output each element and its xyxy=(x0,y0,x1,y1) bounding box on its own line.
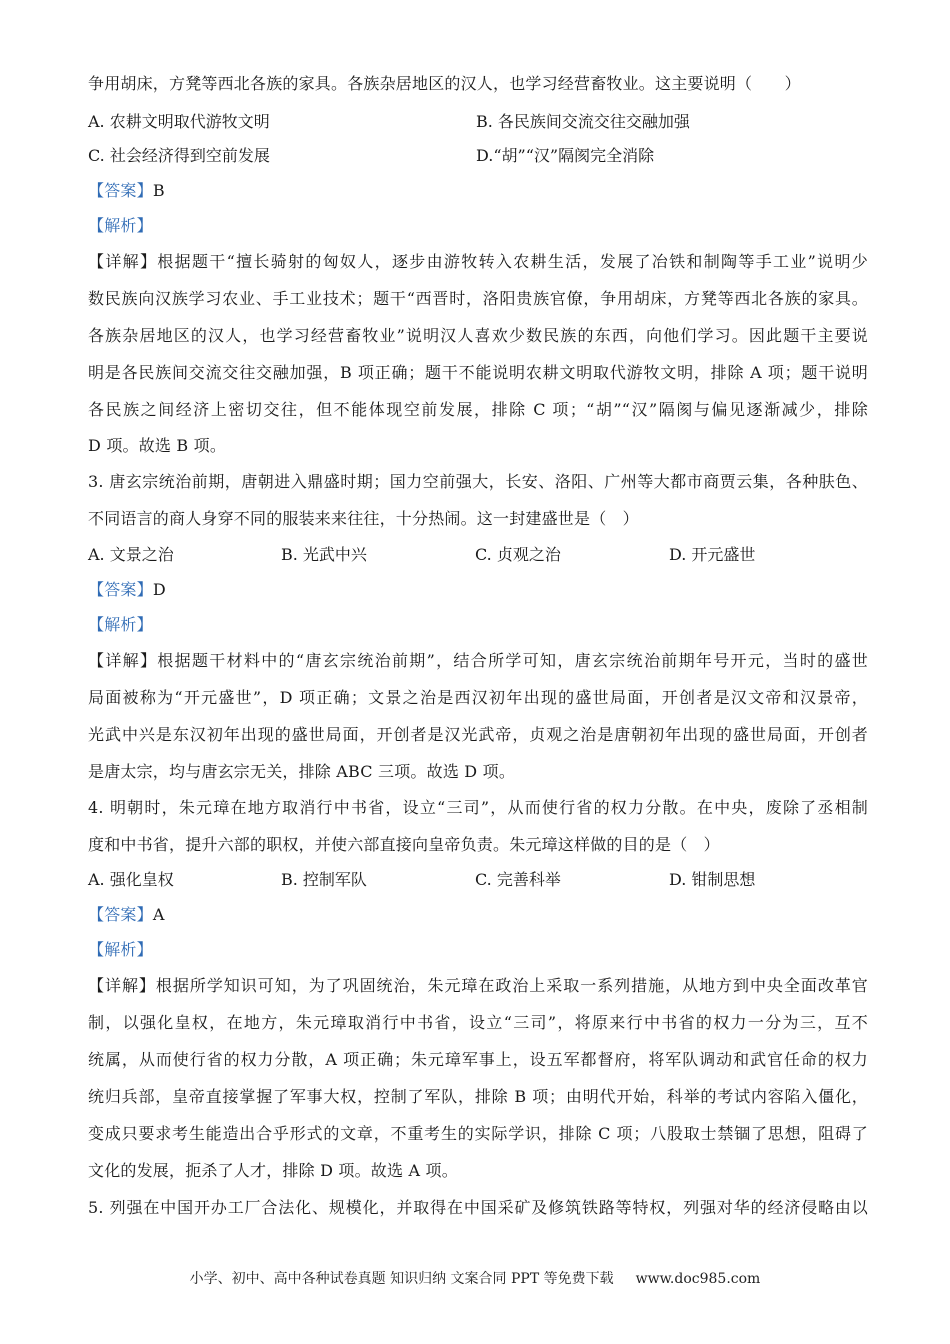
q4-option-b: B. 控制军队 xyxy=(281,870,367,889)
answer-label: 【答案】 xyxy=(88,580,153,599)
q3-stem-line-1: 3. 唐玄宗统治前期，唐朝进入鼎盛时期；国力空前强大，长安、洛阳、广州等大都市商贾云集，各种肤色、 xyxy=(88,472,868,491)
answer-label: 【答案】 xyxy=(88,181,153,200)
q3-stem-line-2: 不同语言的商人身穿不同的服装来来往往，十分热闹。这一封建盛世是（ ） xyxy=(88,509,639,528)
footer-text: 小学、初中、高中各种试卷真题 知识归纳 文案合同 PPT 等免费下载 xyxy=(189,1271,614,1287)
q3-detail-line-4: 是唐太宗，均与唐玄宗无关，排除 ABC 三项。故选 D 项。 xyxy=(88,762,516,781)
q2-detail-text-1: 根据题干“擅长骑射的匈奴人，逐步由游牧转入农耕生活，发展了冶铁和制陶等手工业”说明少 xyxy=(157,252,868,271)
q4-detail-line-5: 变成只要求考生能造出合乎形式的文章，不重考生的实际学识，排除 C 项；八股取士禁锢了思想，阻碍了 xyxy=(88,1124,868,1143)
q2-option-a: A. 农耕文明取代游牧文明 xyxy=(88,112,270,131)
q3-option-d: D. 开元盛世 xyxy=(669,545,756,564)
q4-stem-line-1: 4. 明朝时，朱元璋在地方取消行中书省，设立“三司”，从而使行省的权力分散。在中央，废除了丞相制 xyxy=(88,798,868,817)
q3-answer-value: D xyxy=(152,580,166,599)
q2-analysis-label: 【解析】 xyxy=(88,216,153,235)
q3-option-c: C. 贞观之治 xyxy=(475,545,561,564)
q3-detail-line-1 xyxy=(88,651,868,671)
q3-analysis-label: 【解析】 xyxy=(88,615,153,634)
q2-detail-line-1 xyxy=(88,252,868,272)
q2-detail-line-2: 数民族向汉族学习农业、手工业技术；题干“西晋时，洛阳贵族官僚，争用胡床，方凳等西北各族的家具。 xyxy=(88,289,868,308)
q2-option-b: B. 各民族间交流交往交融加强 xyxy=(476,112,690,131)
q2-option-c: C. 社会经济得到空前发展 xyxy=(88,146,270,165)
q3-option-b: B. 光武中兴 xyxy=(281,545,367,564)
detail-label: 【详解】 xyxy=(88,651,158,670)
q3-option-a: A. 文景之治 xyxy=(88,545,174,564)
q4-answer-row xyxy=(88,905,868,925)
q2-detail-line-3: 各族杂居地区的汉人，也学习经营畜牧业”说明汉人喜欢少数民族的东西，向他们学习。因此题干主要说 xyxy=(88,326,868,345)
q3-detail-line-3: 光武中兴是东汉初年出现的盛世局面，开创者是汉光武帝，贞观之治是唐朝初年出现的盛世局面，开创者 xyxy=(88,725,868,744)
q4-stem-line-2: 度和中书省，提升六部的职权，并使六部直接向皇帝负责。朱元璋这样做的目的是（ ） xyxy=(88,835,720,854)
q2-answer-row xyxy=(88,181,868,201)
q3-detail-text-1: 根据题干材料中的“唐玄宗统治前期”，结合所学可知，唐玄宗统治前期年号开元，当时的盛世 xyxy=(157,651,868,670)
detail-label: 【详解】 xyxy=(88,976,156,995)
q2-stem-end: 争用胡床，方凳等西北各族的家具。各族杂居地区的汉人，也学习经营畜牧业。这主要说明（ ） xyxy=(88,74,801,93)
q2-answer-value: B xyxy=(152,181,165,200)
q2-detail-line-4: 明是各民族间交流交往交融加强，B 项正确；题干不能说明农耕文明取代游牧文明，排除 A 项；题干说明 xyxy=(88,363,868,382)
detail-label: 【详解】 xyxy=(88,252,158,271)
q4-option-d: D. 钳制思想 xyxy=(669,870,756,889)
q5-stem-start: 5. 列强在中国开办工厂合法化、规模化，并取得在中国采矿及修筑铁路等特权，列强对华的经济侵略由以 xyxy=(88,1198,868,1217)
q4-option-c: C. 完善科举 xyxy=(475,870,561,889)
q2-detail-line-6: D 项。故选 B 项。 xyxy=(88,436,227,455)
q2-option-d: D.“胡”“汉”隔阂完全消除 xyxy=(476,146,655,165)
q4-analysis-label: 【解析】 xyxy=(88,940,153,959)
footer-site-link[interactable]: www.doc985.com xyxy=(635,1271,761,1287)
q4-answer-value: A xyxy=(152,905,165,924)
answer-label: 【答案】 xyxy=(88,905,153,924)
q4-detail-line-3: 统属，从而使行省的权力分散，A 项正确；朱元璋军事上，设五军都督府，将军队调动和武官任命的权力 xyxy=(88,1050,868,1069)
q4-option-a: A. 强化皇权 xyxy=(88,870,174,889)
q4-detail-line-1 xyxy=(88,976,868,996)
q4-detail-text-1: 根据所学知识可知，为了巩固统治，朱元璋在政治上采取一系列措施，从地方到中央全面改革官 xyxy=(155,976,868,995)
q3-detail-line-2: 局面被称为“开元盛世”，D 项正确；文景之治是西汉初年出现的盛世局面，开创者是汉文帝和汉景帝， xyxy=(88,688,868,707)
q4-detail-line-2: 制，以强化皇权，在地方，朱元璋取消行中书省，设立“三司”，将原来行中书省的权力一分为三，互不 xyxy=(88,1013,868,1032)
q3-answer-row xyxy=(88,580,868,600)
page-footer xyxy=(0,1270,950,1288)
q4-detail-line-4: 统归兵部，皇帝直接掌握了军事大权，控制了军队，排除 B 项；由明代开始，科举的考试内容陷入僵化， xyxy=(88,1087,868,1106)
q2-detail-line-5: 各民族之间经济上密切交往，但不能体现空前发展，排除 C 项；“胡”“汉”隔阂与偏见逐渐减少，排除 xyxy=(88,400,868,419)
q4-detail-line-6: 文化的发展，扼杀了人才，排除 D 项。故选 A 项。 xyxy=(88,1161,458,1180)
